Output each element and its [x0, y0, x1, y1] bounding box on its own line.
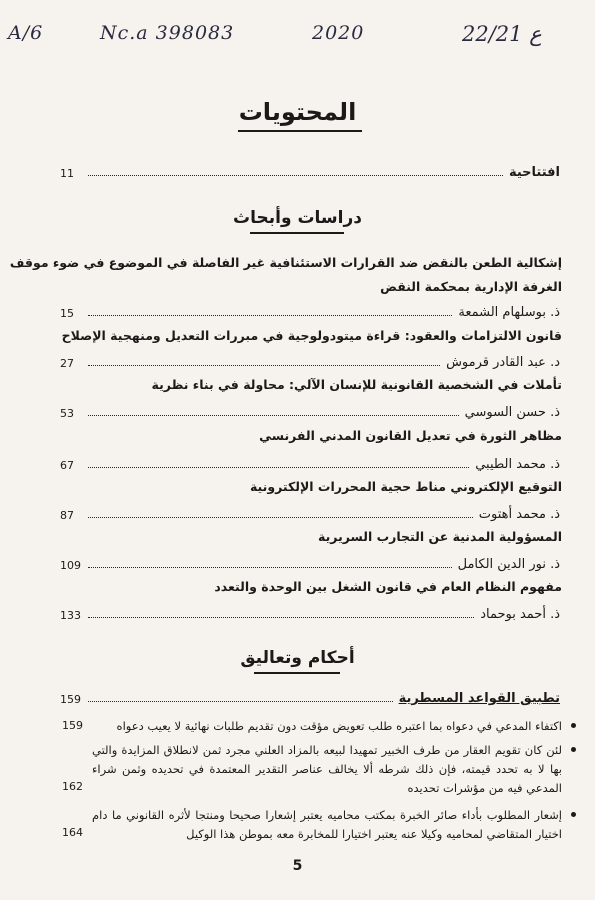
- toc-entry-author[interactable]: [60, 452, 560, 472]
- author-name: ذ. أحمد بوحماد: [480, 607, 560, 622]
- page-ref: 87: [60, 509, 74, 522]
- author-name: ذ. محمد الطيبي: [475, 457, 560, 472]
- handwritten-note-left: A/6: [8, 22, 44, 44]
- leader-dots: [88, 415, 459, 416]
- article-title: إشكالية الطعن بالنقض ضد القرارات الاستئنافية غير الفاصلة في الموضوع في ضوء موقف: [9, 255, 562, 270]
- leader-dots: [88, 467, 469, 468]
- list-item-ruling[interactable]: [92, 741, 562, 798]
- handwritten-note-issue: 22/21 ع: [462, 22, 542, 46]
- article-title: مظاهر الثورة في تعديل القانون المدني الفرنسي: [259, 428, 562, 443]
- toc-entry-opening[interactable]: [60, 160, 560, 180]
- list-item-ruling[interactable]: [92, 806, 562, 844]
- author-name: د. عبد القادر قرموش: [446, 355, 560, 370]
- author-name: ذ. نور الدين الكامل: [457, 557, 560, 572]
- article-title: قانون الالتزامات والعقود: قراءة ميتودولوجية في مبررات التعديل ومنهجية الإصلاح: [61, 328, 562, 343]
- toc-entry-author[interactable]: [60, 400, 560, 420]
- page-ref: 53: [60, 407, 74, 420]
- bullet-icon: [571, 812, 576, 817]
- page-title: المحتويات: [238, 98, 357, 126]
- rulings-heading-label: تطبيق القواعد المسطرية: [398, 691, 560, 706]
- page-ref: 159: [62, 719, 83, 732]
- title-underline: [238, 130, 362, 132]
- page-ref: 164: [62, 826, 83, 839]
- ruling-text: لئن كان تقويم العقار من طرف الخبير تمهيدا لبيعه بالمزاد العلني مجرد ثمن لانطلاق المزايدة والتي بها لا به تحدد قيمته، فإن ذلك شرطه ألا يخالف عناصر التقدير المعتمدة في تحديده وثمن شراء المدعي فيه من مؤشرات تحديده: [92, 743, 562, 795]
- toc-entry-author[interactable]: [60, 502, 560, 522]
- toc-entry-author[interactable]: [60, 350, 560, 370]
- handwritten-note-year: 2020: [312, 22, 365, 44]
- leader-dots: [88, 315, 452, 316]
- ruling-text: إشعار المطلوب بأداء صائر الخبرة بمكتب محاميه يعتبر إشعارا صحيحا ومنتجا لأثره القانوني ما دام اختيار المتقاضي لمحاميه وكيلا عنه يعتبر اختيارا للمخابرة معه بموطن هذا الوكيل: [92, 808, 562, 841]
- page-ref: 11: [60, 167, 74, 180]
- section-heading-rulings: أحكام وتعاليق: [240, 648, 355, 668]
- page-ref: 67: [60, 459, 74, 472]
- article-title: تأملات في الشخصية القانونية للإنسان الآلي: محاولة في بناء نظرية: [151, 377, 562, 392]
- author-name: ذ. حسن السوسي: [464, 405, 560, 420]
- leader-dots: [88, 517, 473, 518]
- handwritten-note-reference: Nc.a 398083: [100, 22, 235, 44]
- leader-dots: [88, 701, 393, 702]
- page-ref: 162: [62, 780, 83, 793]
- bullet-icon: [571, 723, 576, 728]
- page-number: 5: [292, 858, 303, 874]
- list-item-ruling[interactable]: [92, 717, 562, 736]
- leader-dots: [88, 617, 474, 618]
- toc-entry-label: افتتاحية: [508, 165, 560, 180]
- toc-entry-author[interactable]: [60, 602, 560, 622]
- page-ref: 133: [60, 609, 81, 622]
- toc-entry-author[interactable]: [60, 300, 560, 320]
- page-ref: 109: [60, 559, 81, 572]
- section-underline: [254, 672, 340, 674]
- author-name: ذ. بوسلهام الشمعة: [458, 305, 560, 320]
- leader-dots: [88, 175, 503, 176]
- article-title-cont: الغرفة الإدارية بمحكمة النقض: [380, 279, 562, 294]
- toc-entry-author[interactable]: [60, 552, 560, 572]
- page-ref: 15: [60, 307, 74, 320]
- leader-dots: [88, 567, 452, 568]
- article-title: مفهوم النظام العام في قانون الشغل بين الوحدة والتعدد: [214, 579, 562, 594]
- ruling-text: اكتفاء المدعي في دعواه بما اعتبره طلب تعويض مؤقت دون تقديم طلبات نهائية لا يعيب دعواه: [116, 719, 562, 733]
- page-ref: 27: [60, 357, 74, 370]
- section-heading-studies: دراسات وأبحاث: [233, 208, 362, 228]
- article-title: المسؤولية المدنية عن التجارب السريرية: [318, 529, 562, 544]
- author-name: ذ. محمد أهتوت: [478, 507, 560, 522]
- article-title: التوقيع الإلكتروني مناط حجية المحررات الإلكترونية: [249, 479, 562, 494]
- page-ref: 159: [60, 693, 81, 706]
- toc-entry-rulings-heading[interactable]: [60, 686, 560, 706]
- bullet-icon: [571, 747, 576, 752]
- section-underline: [250, 232, 344, 234]
- leader-dots: [88, 365, 440, 366]
